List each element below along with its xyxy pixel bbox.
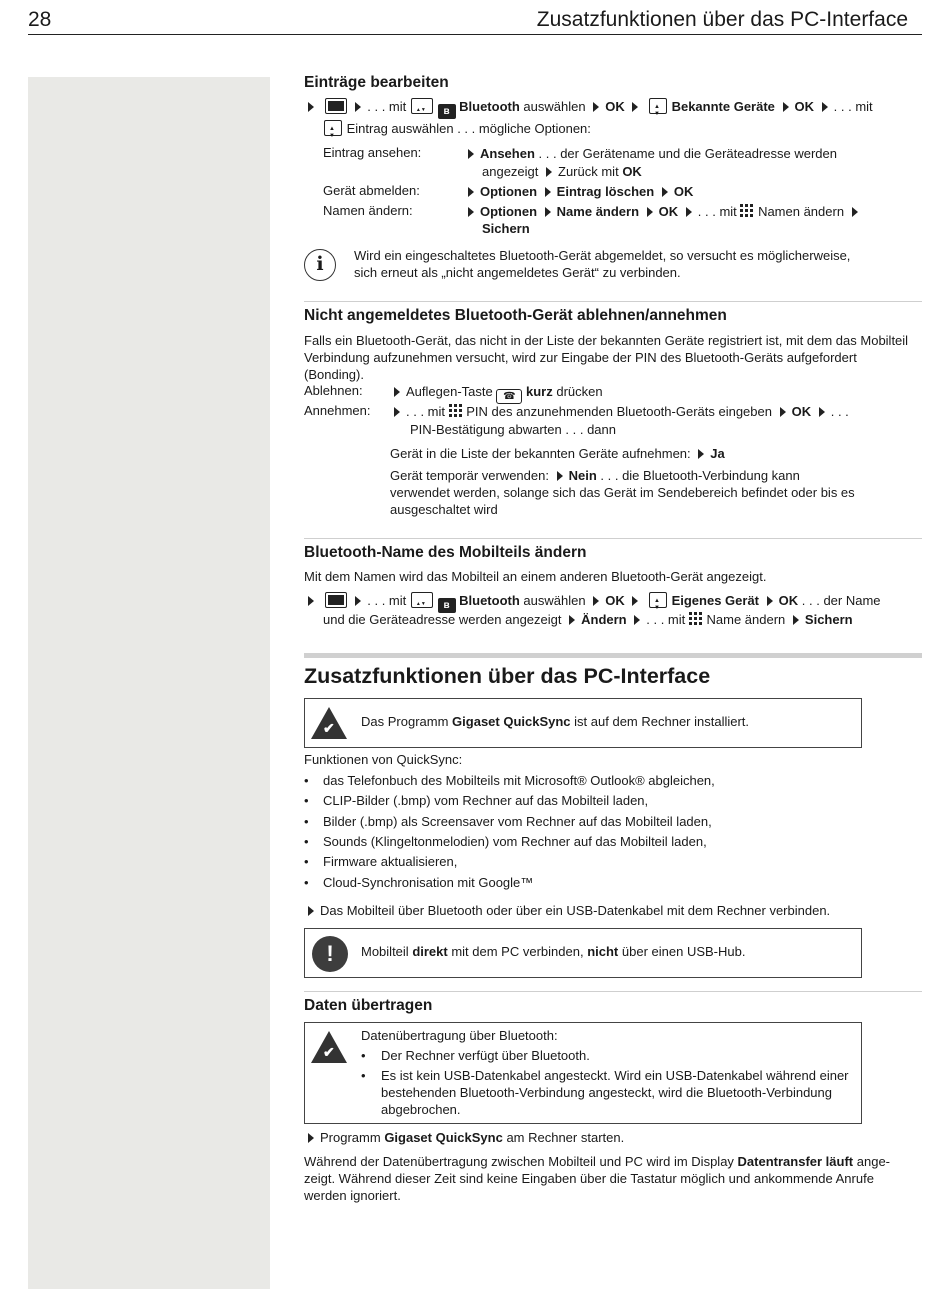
arrow-icon xyxy=(394,387,400,397)
arrow-icon xyxy=(634,615,640,625)
prerequisite-box: ✔ Das Programm Gigaset QuickSync ist auf dem Rechner installiert. xyxy=(304,698,862,748)
bluetooth-icon: ʙ xyxy=(438,104,456,119)
s5-step: Programm Gigaset QuickSync am Rechner starten. xyxy=(304,1129,624,1147)
nav-key-icon xyxy=(411,592,433,608)
s3-paragraph: Mit dem Namen wird das Mobilteil an einem anderen Bluetooth-Gerät angezeigt. xyxy=(304,569,767,584)
annehmen-label: Annehmen: xyxy=(304,403,371,418)
step-arrow-icon xyxy=(308,1133,314,1143)
updown-key-icon xyxy=(324,120,342,136)
keypad-icon xyxy=(689,612,703,627)
arrow-icon xyxy=(545,187,551,197)
hangup-key-icon: ☎ xyxy=(496,389,522,404)
page-number: 28 xyxy=(28,8,52,31)
s1-step-line2: ▲ ▼ Eintrag auswählen . . . mögliche Optionen: xyxy=(323,120,591,138)
ablehnen-label: Ablehnen: xyxy=(304,383,363,398)
updown-key-icon xyxy=(649,98,667,114)
s3-step-line1: . . . mit ▲▼ ʙ Bluetooth auswählen OK ▲ ▼ Eigenes Gerät OK . . . der Name xyxy=(304,592,881,613)
step-arrow-icon xyxy=(308,596,314,606)
section-heading-nicht-angemeldet: Nicht angemeldetes Bluetooth-Gerät ablehnen/annehmen xyxy=(304,307,727,324)
exclamation-icon: ! xyxy=(312,936,348,972)
arrow-icon xyxy=(468,187,474,197)
section-heading-bluetooth-name: Bluetooth-Name des Mobilteils ändern xyxy=(304,544,587,561)
arrow-icon xyxy=(468,207,474,217)
arrow-icon xyxy=(819,407,825,417)
divider xyxy=(304,991,922,992)
annehmen-body-l2: PIN-Bestätigung abwarten . . . dann xyxy=(410,422,616,437)
arrow-icon xyxy=(546,167,552,177)
opt1-body: Ansehen . . . der Gerätename und die Geräteadresse werden xyxy=(464,145,837,163)
arrow-icon xyxy=(780,407,786,417)
opt3-body-l2: Sichern xyxy=(482,221,530,236)
arrow-icon xyxy=(545,207,551,217)
sidebar-margin xyxy=(28,77,270,1289)
menu-key-icon xyxy=(325,592,347,608)
step-arrow-icon xyxy=(308,102,314,112)
section-bar xyxy=(304,653,922,658)
funktionen-label: Funktionen von QuickSync: xyxy=(304,752,463,767)
menu-key-icon xyxy=(325,98,347,114)
opt1-label: Eintrag ansehen: xyxy=(323,145,422,160)
keypad-icon xyxy=(449,404,463,419)
arrow-icon xyxy=(767,596,773,606)
s3-step-line2: und die Geräteadresse werden angezeigt Ändern . . . mit Name ändern Sichern xyxy=(323,612,853,627)
updown-key-icon xyxy=(649,592,667,608)
arrow-icon xyxy=(632,596,638,606)
arrow-icon xyxy=(632,102,638,112)
s1-info-note: Wird ein eingeschaltetes Bluetooth-Gerät abgemeldet, so versucht es möglicherweise, sich erneut als „nicht angemeldetes Gerät“ zu verbinden. xyxy=(354,248,851,280)
ablehnen-body: Auflegen-Taste ☎ kurz drücken xyxy=(390,383,603,404)
option-ja: Gerät in die Liste der bekannten Geräte aufnehmen: Ja xyxy=(390,446,725,461)
arrow-icon xyxy=(783,102,789,112)
annehmen-body: . . . mit PIN des anzunehmenden Bluetooth-Geräts eingeben OK . . . xyxy=(390,403,849,421)
option-nein: Gerät temporär verwenden: Nein . . . die Bluetooth-Verbindung kann verwendet werden, solange sich das Gerät im Sendebereich befindet oder bis es ausgeschaltet wird xyxy=(390,468,855,517)
arrow-icon xyxy=(557,471,563,481)
bluetooth-icon: ʙ xyxy=(438,598,456,613)
keypad-icon xyxy=(740,204,754,219)
s5-paragraph: Während der Datenübertragung zwischen Mobilteil und PC wird im Display Datentransfer läuft ange- zeigt. Während dieser Zeit sind keine Eingaben über die Tastatur möglich und ankommende Anrufe werden ignoriert. xyxy=(304,1154,890,1203)
opt2-label: Gerät abmelden: xyxy=(323,183,420,198)
info-icon: i xyxy=(304,249,336,281)
arrow-icon xyxy=(569,615,575,625)
section-heading-eintraege: Einträge bearbeiten xyxy=(304,74,449,91)
arrow-icon xyxy=(394,407,400,417)
arrow-icon xyxy=(468,149,474,159)
prerequisite-box: ✔ Datenübertragung über Bluetooth: • Der Rechner verfügt über Bluetooth. • Es ist kein USB-Datenkabel angesteckt. Wird ein USB-Datenkabel während einer bestehenden Bluetooth-Verbindung angesteckt, wird die Bluetooth-Verbindung abgebrochen. xyxy=(304,1022,862,1124)
opt1-body-l2: angezeigt Zurück mit OK xyxy=(482,164,642,179)
step-arrow-icon xyxy=(308,906,314,916)
arrow-icon xyxy=(698,449,704,459)
nav-key-icon xyxy=(411,98,433,114)
section-heading-daten: Daten übertragen xyxy=(304,997,433,1014)
s1-step-line1: . . . mit ▲▼ ʙ Bluetooth auswählen OK ▲ ▼ Bekannte Geräte OK . . . mit xyxy=(304,98,873,119)
arrow-icon xyxy=(662,187,668,197)
running-title: Zusatzfunktionen über das PC-Interface xyxy=(536,8,908,31)
divider xyxy=(304,301,922,302)
arrow-icon xyxy=(793,615,799,625)
opt2-body: Optionen Eintrag löschen OK xyxy=(464,183,693,201)
arrow-icon xyxy=(355,596,361,606)
arrow-icon xyxy=(593,102,599,112)
arrow-icon xyxy=(852,207,858,217)
section-heading-pc-interface: Zusatzfunktionen über das PC-Interface xyxy=(304,664,711,688)
opt3-body: Optionen Name ändern OK . . . mit Namen ändern xyxy=(464,203,864,221)
arrow-icon xyxy=(355,102,361,112)
arrow-icon xyxy=(647,207,653,217)
opt3-label: Namen ändern: xyxy=(323,203,413,218)
s2-paragraph: Falls ein Bluetooth-Gerät, das nicht in der Liste der bekannten Geräte registriert ist, mit dem das Mobilteil Verbindung aufzunehmen versucht, wird zur Eingabe der PIN des Bluetooth-Geräts aufgefordert (Bonding). xyxy=(304,333,909,382)
arrow-icon xyxy=(593,596,599,606)
arrow-icon xyxy=(822,102,828,112)
s4-step: Das Mobilteil über Bluetooth oder über ein USB-Datenkabel mit dem Rechner verbinden. xyxy=(304,902,830,920)
warning-box: ! Mobilteil direkt mit dem PC verbinden, nicht über einen USB-Hub. xyxy=(304,928,862,978)
divider xyxy=(304,538,922,539)
arrow-icon xyxy=(686,207,692,217)
page-header xyxy=(28,6,922,35)
